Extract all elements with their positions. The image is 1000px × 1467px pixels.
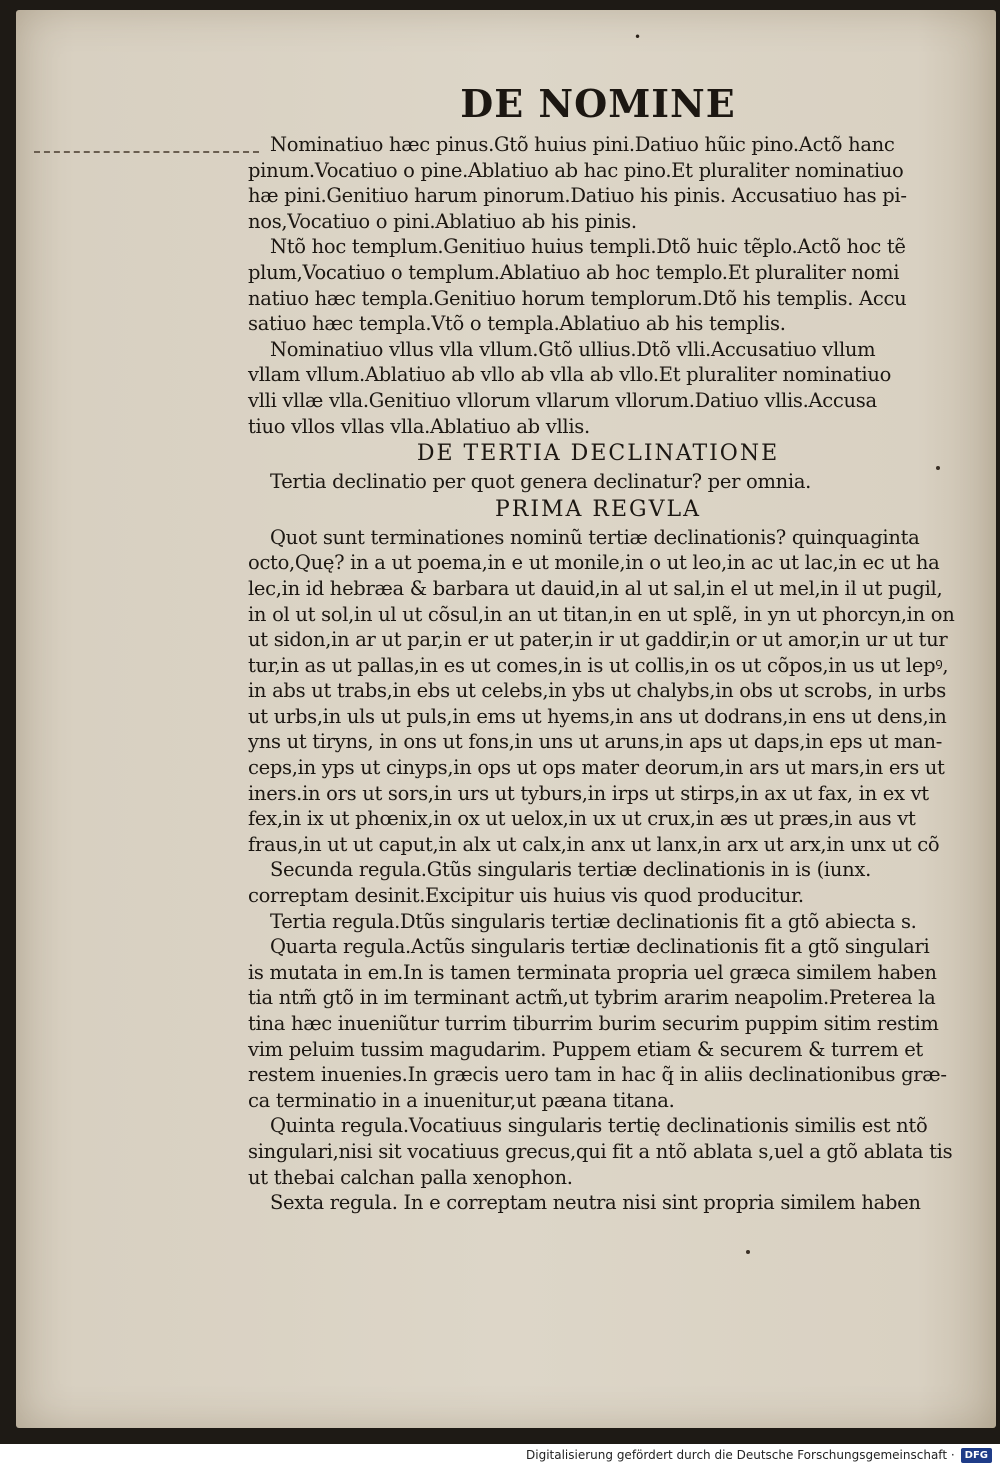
text-line: natiuo hæc templa.Genitiuo horum templorum.Dtõ his templis. Accu [248, 286, 907, 310]
text-line: tur,in as ut pallas,in es ut comes,in is ut collis,in os ut cõpos,in us ut lepꝰ, [248, 653, 949, 677]
text-line: lec,in id hebræa & barbara ut dauid,in al ut sal,in el ut mel,in il ut pugil, [248, 576, 943, 600]
text-line: ceps,in yps ut cinyps,in ops ut ops mater deorum,in ars ut mars,in ers ut [248, 756, 945, 780]
text-line: Ntõ hoc templum.Genitiuo huius templi.Dtõ huic tẽplo.Actõ hoc tẽ [270, 235, 906, 259]
text-line: in abs ut trabs,in ebs ut celebs,in ybs ut chalybs,in obs ut scrobs, in urbs [248, 679, 946, 703]
footer-text: Digitalisierung gefördert durch die Deutsche Forschungsgemeinschaft · [526, 1448, 955, 1462]
text-line: fraus,in ut ut caput,in alx ut calx,in anx ut lanx,in arx ut arx,in unx ut cõ [248, 832, 940, 856]
paragraph-secunda-regula [248, 857, 948, 908]
text-line: ut urbs,in uls ut puls,in ems ut hyems,in ans ut dodrans,in ens ut dens,in [248, 704, 947, 728]
page-marker: • [634, 30, 642, 44]
text-line: Nominatiuo hæc pinus.Gtõ huius pini.Datiuo hũic pino.Actõ hanc [270, 133, 895, 156]
text-line: tiuo vllos vllas vlla.Ablatiuo ab vllis. [248, 414, 590, 438]
text-line: vim peluim tussim magudarim. Puppem etiam & securem & turrem et [248, 1037, 923, 1061]
paragraph-terminationes [248, 525, 955, 858]
text-line: in ol ut sol,in ul ut cõsul,in an ut titan,in en ut splẽ, in yn ut phorcyn,in on [248, 602, 955, 626]
text-line: Quot sunt terminationes nominũ tertiæ declinationis? quinquaginta [270, 525, 920, 549]
text-line: hæ pini.Genitiuo harum pinorum.Datiuo his pinis. Accusatiuo has pi- [248, 184, 907, 208]
text-line: restem inuenies.In græcis uero tam in hac q̃ in aliis declinationibus græ- [248, 1063, 947, 1087]
text-line: ca terminatio in a inuenitur,ut pæana titana. [248, 1088, 675, 1112]
text-line: correptam desinit.Excipitur uis huius vis quod producitur. [248, 884, 804, 908]
text-line: pinum.Vocatiuo o pine.Ablatiuo ab hac pino.Et pluraliter nominatiuo [248, 158, 904, 182]
text-line: satiuo hæc templa.Vtõ o templa.Ablatiuo ab his templis. [248, 312, 786, 336]
text-line: yns ut tiryns, in ons ut fons,in uns ut aruns,in aps ut daps,in eps ut man- [248, 730, 943, 754]
text-line: Quinta regula.Vocatiuus singularis tertię declinationis similis est ntõ [270, 1114, 928, 1138]
ink-speck [746, 1250, 750, 1254]
text-line: Tertia regula.Dtũs singularis tertiæ declinationis fit a gtõ abiecta s. [270, 909, 917, 933]
paragraph-templum [248, 234, 948, 336]
dfg-logo: DFG [961, 1448, 992, 1463]
page-text [248, 78, 955, 1216]
text-line: Nominatiuo vllus vlla vllum.Gtõ ullius.Dtõ vlli.Accusatiuo vllum [270, 337, 876, 361]
text-line: vllam vllum.Ablatiuo ab vllo ab vlla ab vllo.Et pluraliter nominatiuo [248, 363, 892, 387]
text-line: Tertia declinatio per quot genera declinatur? per omnia. [270, 470, 812, 494]
text-line: tia ntm̃ gtõ in im terminant actm̃,ut tybrim ararim neapolim.Preterea la [248, 986, 936, 1010]
funding-footer [526, 1445, 992, 1465]
text-line: nos,Vocatiuo o pini.Ablatiuo ab his pinis. [248, 209, 637, 233]
text-line: Sexta regula. In e correptam neutra nisi sint propria similem haben [270, 1191, 921, 1215]
page-title: DE NOMINE [460, 81, 736, 126]
text-line: Quarta regula.Actũs singularis tertiæ declinationis fit a gtõ singulari [270, 935, 930, 959]
section-heading: DE TERTIA DECLINATIONE [416, 441, 780, 467]
paragraph-quinta-regula [248, 1113, 953, 1190]
text-line: ut thebai calchan palla xenophon. [248, 1165, 573, 1189]
text-line: iners.in ors ut sors,in urs ut tyburs,in irps ut stirps,in ax ut fax, in ex vt [248, 781, 929, 805]
paragraph-pinus [248, 132, 948, 234]
text-line: is mutata in em.In is tamen terminata propria uel græca similem haben [248, 960, 937, 984]
text-line: plum,Vocatiuo o templum.Ablatiuo ab hoc templo.Et pluraliter nomi [248, 260, 900, 284]
paragraph-tertia-regula [248, 909, 948, 935]
text-line: vlli vllæ vlla.Genitiuo vllorum vllarum vllorum.Datiuo vllis.Accusa [248, 388, 877, 412]
paragraph-vllus [248, 337, 948, 439]
text-line: singulari,nisi sit vocatiuus grecus,qui fit a ntõ ablata s,uel a gtõ ablata tis [248, 1139, 953, 1163]
text-line: Secunda regula.Gtũs singularis tertiæ declinationis in is (iunx. [270, 858, 871, 882]
text-line: ut sidon,in ar ut par,in er ut pater,in ir ut gaddir,in or ut amor,in ur ut tur [248, 628, 948, 652]
text-line: fex,in ix ut phœnix,in ox ut uelox,in ux ut crux,in æs ut præs,in aus vt [248, 807, 916, 831]
paragraph-quarta-regula [248, 934, 948, 1113]
paragraph-sexta-regula [248, 1190, 948, 1216]
dashed-margin-line [34, 151, 259, 153]
text-line: octo,Quę? in a ut poema,in e ut monile,in o ut leo,in ac ut lac,in ec ut ha [248, 551, 940, 575]
rule-heading: PRIMA REGVLA [494, 496, 702, 522]
text-line: tina hæc inueniũtur turrim tiburrim burim securim puppim sitim restim [248, 1012, 939, 1035]
